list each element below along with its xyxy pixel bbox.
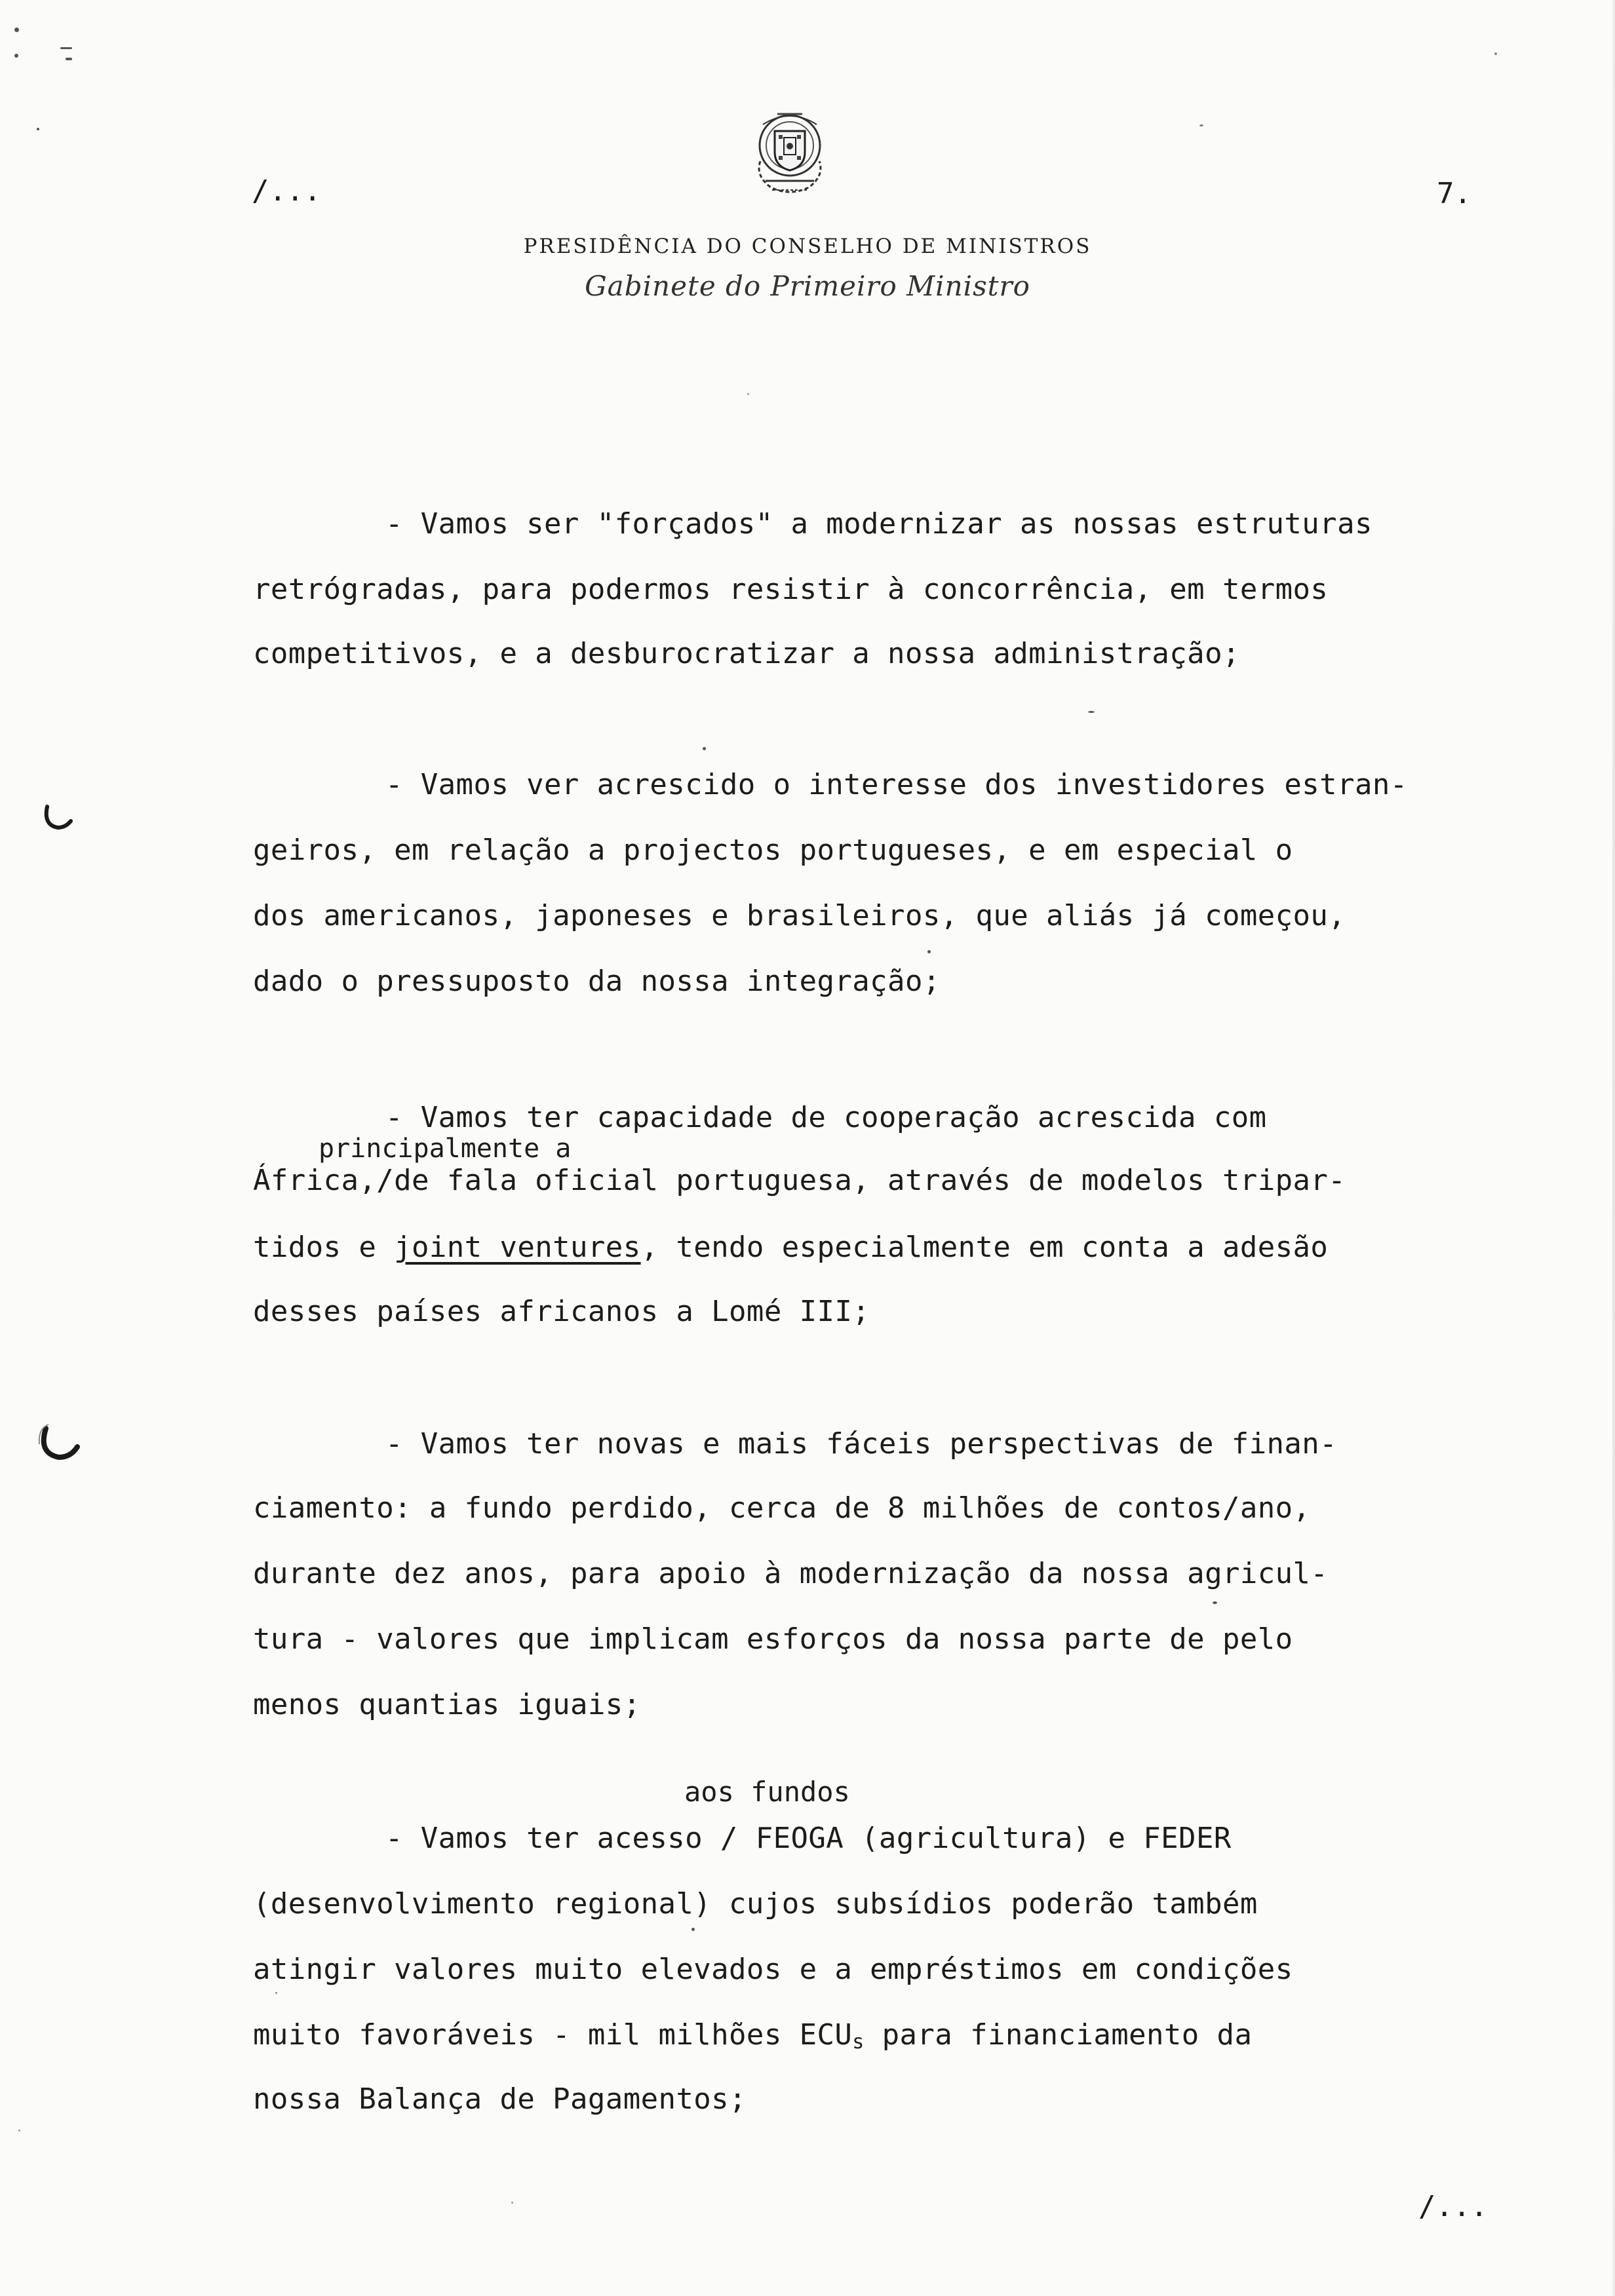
speck bbox=[60, 47, 72, 49]
paragraph-5-line-1: - Vamos ter acesso / FEOGA (agricultura) e FEDER bbox=[385, 1822, 1232, 1855]
speck bbox=[747, 393, 749, 395]
paragraph-3-line-3 bbox=[253, 1231, 1328, 1264]
underlined-term: joint ventures bbox=[394, 1231, 641, 1264]
paragraph-2-line-2: geiros, em relação a projectos portugueses, e em especial o bbox=[253, 833, 1293, 867]
paragraph-2-line-1: - Vamos ver acrescido o interesse dos investidores estran- bbox=[385, 768, 1408, 801]
paragraph-4-line-1: - Vamos ter novas e mais fáceis perspectivas de finan- bbox=[385, 1427, 1338, 1461]
speck bbox=[1088, 711, 1095, 713]
paragraph-3-line-3-end: , tendo especialmente em conta a adesão bbox=[640, 1231, 1329, 1264]
paragraph-1-line-1: - Vamos ser "forçados" a modernizar as nossas estruturas bbox=[385, 507, 1372, 541]
speck bbox=[1213, 1601, 1217, 1604]
footer-continuation-mark: /... bbox=[1418, 2190, 1488, 2223]
speck bbox=[66, 58, 72, 60]
punch-hole-mark bbox=[37, 1422, 83, 1468]
paragraph-3-line-3-start: tidos e bbox=[253, 1231, 395, 1264]
page-number: 7. bbox=[1437, 177, 1471, 210]
paragraph-1-line-2: retrógradas, para podermos resistir à concorrência, em termos bbox=[253, 573, 1329, 606]
paragraph-5-line-4-start: muito favoráveis - mil milhões ECU bbox=[253, 2018, 853, 2052]
subscript: s bbox=[852, 2031, 865, 2054]
paragraph-5-line-4 bbox=[253, 2018, 1252, 2054]
speck bbox=[511, 2202, 513, 2204]
coat-of-arms-seal bbox=[734, 98, 846, 210]
paragraph-3-line-4: desses países africanos a Lomé III; bbox=[253, 1295, 870, 1328]
speck bbox=[1199, 124, 1203, 126]
office-subheading: Gabinete do Primeiro Ministro bbox=[585, 270, 1030, 302]
paragraph-5-line-2: (desenvolvimento regional) cujos subsídios poderão também bbox=[253, 1887, 1258, 1921]
paragraph-4-line-2: ciamento: a fundo perdido, cerca de 8 milhões de contos/ano, bbox=[253, 1491, 1311, 1525]
paragraph-5-insertion: aos fundos bbox=[684, 1776, 850, 1808]
speck bbox=[1494, 52, 1497, 55]
paragraph-1-line-3: competitivos, e a desburocratizar a nossa administração; bbox=[253, 637, 1240, 670]
speck bbox=[18, 2130, 20, 2132]
paragraph-4-line-4: tura - valores que implicam esforços da nossa parte de pelo bbox=[253, 1622, 1293, 1656]
scan-edge bbox=[1612, 0, 1615, 2296]
speck bbox=[37, 128, 39, 130]
paragraph-5-line-4-end: para financiamento da bbox=[864, 2018, 1253, 2052]
paragraph-4-line-3: durante dez anos, para apoio à modernização da nossa agricul- bbox=[253, 1557, 1329, 1590]
speck bbox=[275, 1992, 277, 1994]
speck bbox=[14, 54, 18, 58]
header-continuation-mark: /... bbox=[252, 174, 321, 208]
paragraph-2-line-4: dado o pressuposto da nossa integração; bbox=[253, 965, 941, 998]
paragraph-3-insertion: principalmente a bbox=[319, 1134, 572, 1164]
speck bbox=[14, 28, 19, 32]
paragraph-4-line-5: menos quantias iguais; bbox=[253, 1688, 641, 1721]
paragraph-5-line-5: nossa Balança de Pagamentos; bbox=[253, 2082, 747, 2116]
punch-hole-mark bbox=[41, 803, 73, 835]
speck bbox=[927, 950, 931, 953]
paragraph-3-line-2: África,/de fala oficial portuguesa, através de modelos tripar- bbox=[253, 1164, 1346, 1197]
speck bbox=[703, 747, 706, 750]
speck bbox=[691, 1928, 695, 1931]
paragraph-3-line-1: - Vamos ter capacidade de cooperação acrescida com bbox=[385, 1101, 1267, 1134]
paragraph-5-line-3: atingir valores muito elevados e a empréstimos em condições bbox=[253, 1953, 1293, 1986]
paragraph-2-line-3: dos americanos, japoneses e brasileiros, que aliás já começou, bbox=[253, 899, 1346, 932]
organization-heading: PRESIDÊNCIA DO CONSELHO DE MINISTROS bbox=[523, 235, 1092, 258]
